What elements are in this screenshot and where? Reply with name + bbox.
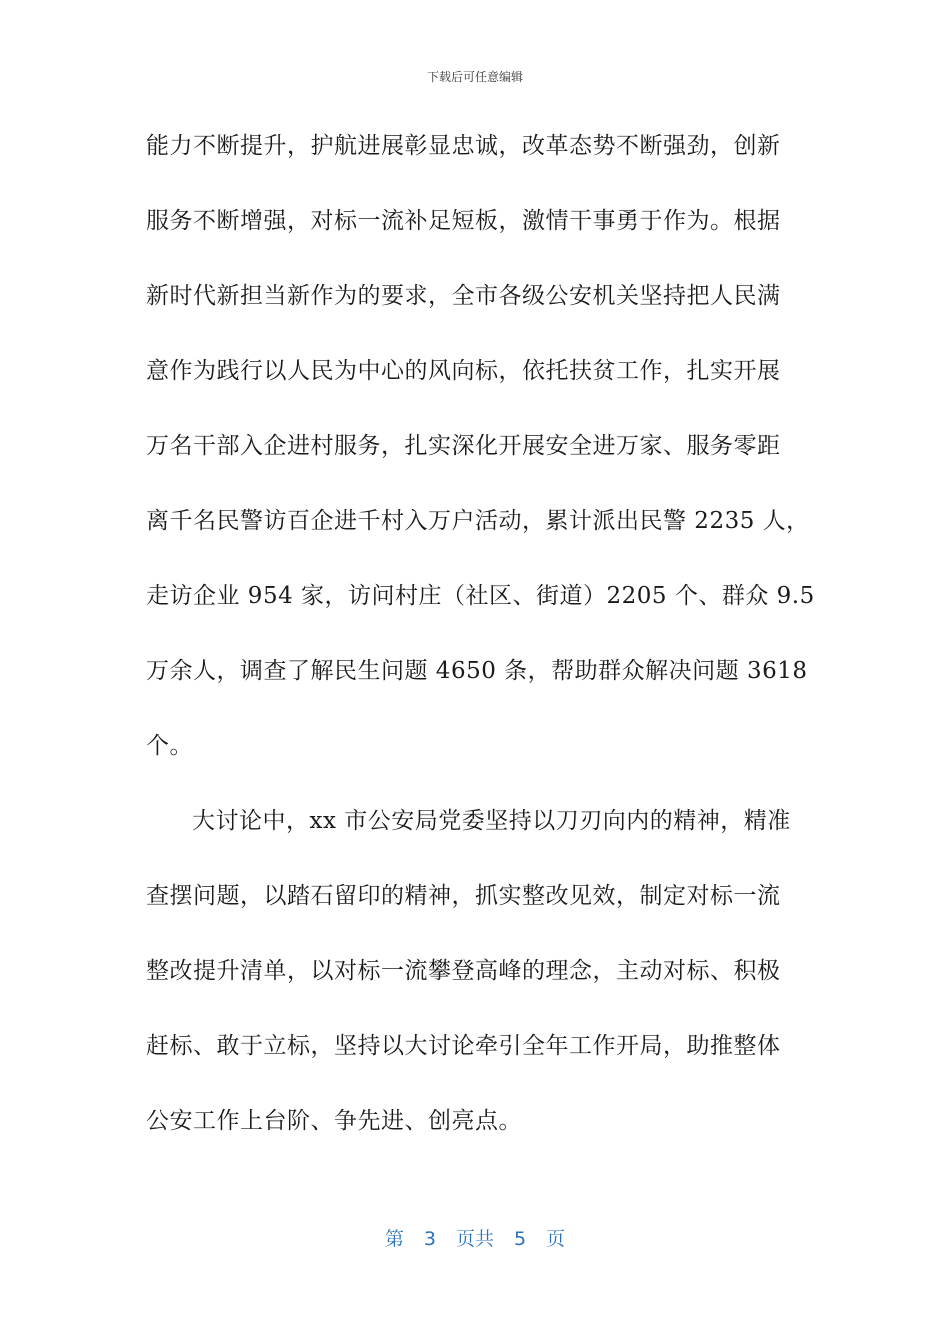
text-line: 走访企业 954 家，访问村庄（社区、街道）2205 个、群众 9.5 <box>146 583 815 609</box>
text-line: 能力不断提升，护航进展彰显忠诚，改革态势不断强劲，创新 <box>146 133 781 159</box>
text-line: 整改提升清单，以对标一流攀登高峰的理念，主动对标、积极 <box>146 958 781 984</box>
text-line: 赶标、敢于立标，坚持以大讨论牵引全年工作开局，助推整体 <box>146 1033 781 1059</box>
text-line: 离千名民警访百企进千村入万户活动，累计派出民警 2235 人， <box>146 508 810 534</box>
text-line: 服务不断增强，对标一流补足短板，激情干事勇于作为。根据 <box>146 208 781 234</box>
text-line: 公安工作上台阶、争先进、创亮点。 <box>146 1108 522 1134</box>
text-line: 新时代新担当新作为的要求，全市各级公安机关坚持把人民满 <box>146 283 781 309</box>
paragraph-start-line: 大讨论中，xx 市公安局党委坚持以刀刃向内的精神，精准 <box>192 808 791 834</box>
text-line: 意作为践行以人民为中心的风向标，依托扶贫工作，扎实开展 <box>146 358 781 384</box>
page-number-label: 第 3 页共 5 页 <box>384 1228 566 1250</box>
text-line: 查摆问题，以踏石留印的精神，抓实整改见效，制定对标一流 <box>146 883 781 909</box>
page-number-footer <box>0 1224 950 1251</box>
text-line: 万名干部入企进村服务，扎实深化开展安全进万家、服务零距 <box>146 433 781 459</box>
header-note: 下载后可任意编辑 <box>426 70 523 84</box>
document-body <box>146 118 815 1168</box>
text-line: 万余人，调查了解民生问题 4650 条，帮助群众解决问题 3618 <box>146 658 808 684</box>
text-line: 个。 <box>146 733 193 759</box>
